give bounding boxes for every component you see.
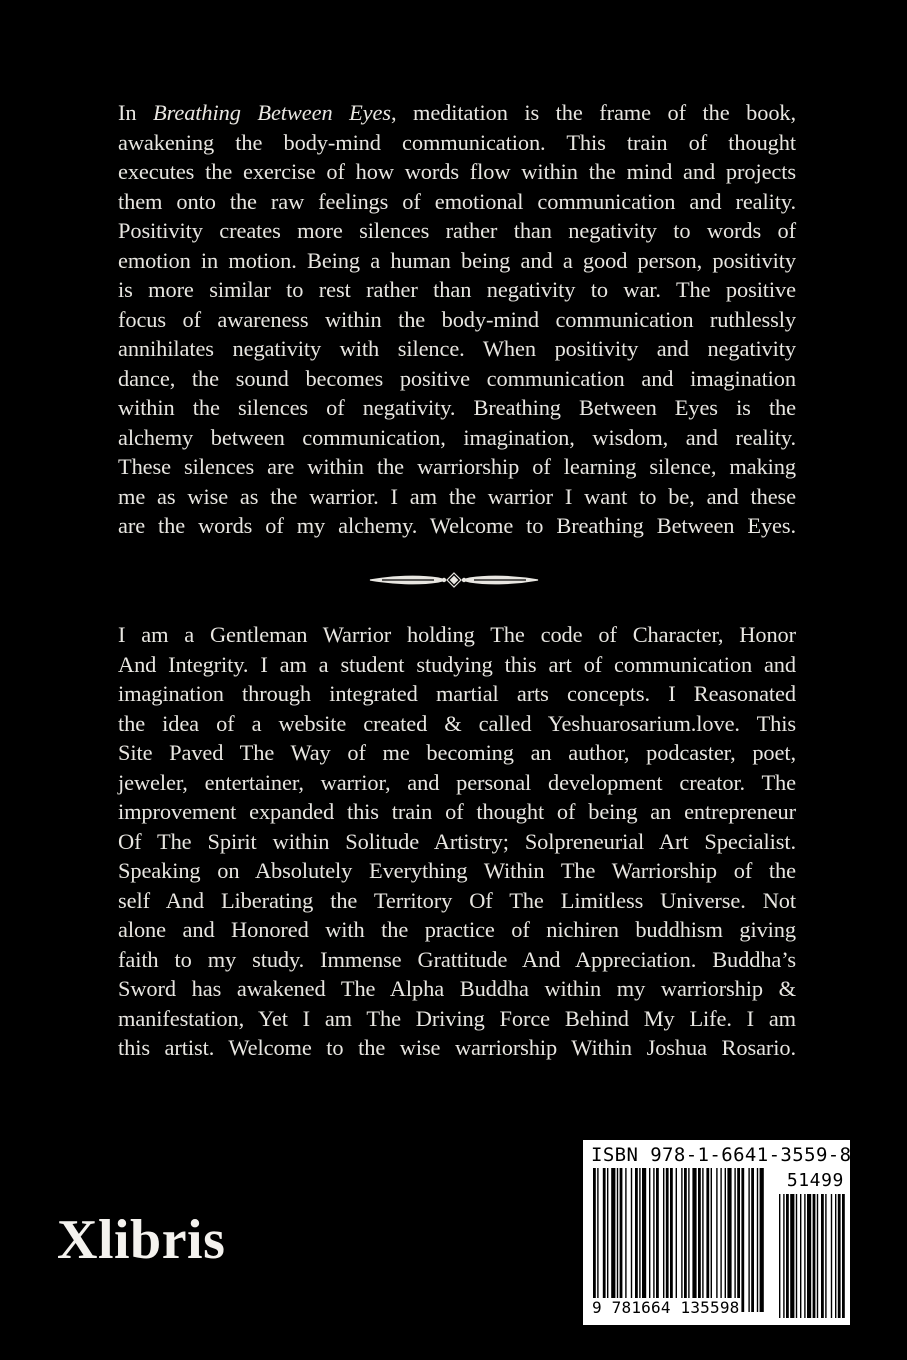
description-text: These silences are within the warriorship of learning silence, making bbox=[118, 454, 796, 479]
bio-line: Of The Spirit within Solitude Artistry; Solpreneurial Art Specialist. bbox=[118, 828, 796, 854]
bio-line: self And Liberating the Territory Of The Limitless Universe. Not bbox=[118, 887, 796, 913]
description-line bbox=[118, 216, 796, 246]
publisher-logo: Xlibris bbox=[57, 1209, 226, 1271]
description-text: Positivity creates more silences rather than negativity to words of bbox=[118, 218, 796, 243]
description-line bbox=[118, 246, 796, 276]
description-text: alchemy between communication, imagination, wisdom, and reality. bbox=[118, 424, 796, 450]
description-text: executes the exercise of how words flow within the mind and projects bbox=[118, 159, 796, 184]
description-text: awakening the body-mind communication. This train of thought bbox=[118, 129, 796, 155]
bio-line: And Integrity. I am a student studying this art of communication and bbox=[118, 651, 796, 677]
book-title: Breathing Between Eyes bbox=[153, 100, 391, 125]
bio-line: alone and Honored with the practice of nichiren buddhism giving bbox=[118, 917, 796, 942]
description-text: emotion in motion. Being a human being and a good person, positivity bbox=[118, 247, 796, 273]
bio-line: Sword has awakened The Alpha Buddha within my warriorship & bbox=[118, 976, 796, 1001]
bio-line: imagination through integrated martial arts concepts. I Reasonated bbox=[118, 681, 796, 706]
bio-line: this artist. Welcome to the wise warriorship Within Joshua Rosario. bbox=[118, 1035, 796, 1060]
bio-line: the idea of a website created & called Yeshuarosarium.love. This bbox=[118, 710, 796, 736]
description-text: , meditation is the frame of the book, bbox=[390, 100, 797, 125]
bio-line: faith to my study. Immense Grattitude And Appreciation. Buddha’s bbox=[118, 946, 796, 972]
decorative-divider-icon bbox=[368, 570, 540, 590]
description-line bbox=[118, 423, 796, 453]
description-line bbox=[118, 275, 796, 305]
description-line bbox=[118, 157, 796, 187]
bio-line: manifestation, Yet I am The Driving Force Behind My Life. I am bbox=[118, 1005, 796, 1031]
description-text: them onto the raw feelings of emotional communication and reality. bbox=[118, 188, 796, 214]
bio-line: improvement expanded this train of thought of being an entrepreneur bbox=[118, 799, 796, 824]
description-line bbox=[118, 511, 796, 541]
description-line bbox=[118, 128, 796, 158]
barcode-digits: 9 781664 135598 bbox=[592, 1298, 740, 1317]
description-line bbox=[118, 393, 796, 423]
description-text: within the silences of negativity. Breathing Between Eyes is the bbox=[118, 395, 796, 420]
bio-line: jeweler, entertainer, warrior, and personal development creator. The bbox=[118, 769, 796, 795]
description-line bbox=[118, 98, 796, 128]
author-bio bbox=[118, 620, 796, 1063]
description-text: annihilates negativity with silence. When positivity and negativity bbox=[118, 336, 796, 361]
description-line bbox=[118, 334, 796, 364]
isbn-label: ISBN 978-1-6641-3559-8 bbox=[591, 1144, 852, 1166]
description-line bbox=[118, 187, 796, 217]
description-text: are the words of my alchemy. Welcome to Breathing Between Eyes. bbox=[118, 513, 796, 538]
book-description bbox=[118, 98, 796, 541]
description-text: dance, the sound becomes positive communication and imagination bbox=[118, 365, 796, 391]
description-line bbox=[118, 452, 796, 482]
description-line bbox=[118, 482, 796, 512]
bio-line: Speaking on Absolutely Everything Within The Warriorship of the bbox=[118, 858, 796, 883]
bio-line: Site Paved The Way of me becoming an author, podcaster, poet, bbox=[118, 740, 796, 765]
bio-line: I am a Gentleman Warrior holding The code of Character, Honor bbox=[118, 622, 796, 647]
description-text: me as wise as the warrior. I am the warrior I want to be, and these bbox=[118, 483, 796, 509]
description-text: is more similar to rest rather than negativity to war. The positive bbox=[118, 277, 796, 302]
description-line bbox=[118, 364, 796, 394]
description-text: In bbox=[118, 100, 154, 125]
price-code: 51499 bbox=[786, 1170, 844, 1191]
isbn-barcode bbox=[583, 1140, 850, 1325]
description-text: focus of awareness within the body-mind communication ruthlessly bbox=[118, 306, 796, 332]
description-line bbox=[118, 305, 796, 335]
